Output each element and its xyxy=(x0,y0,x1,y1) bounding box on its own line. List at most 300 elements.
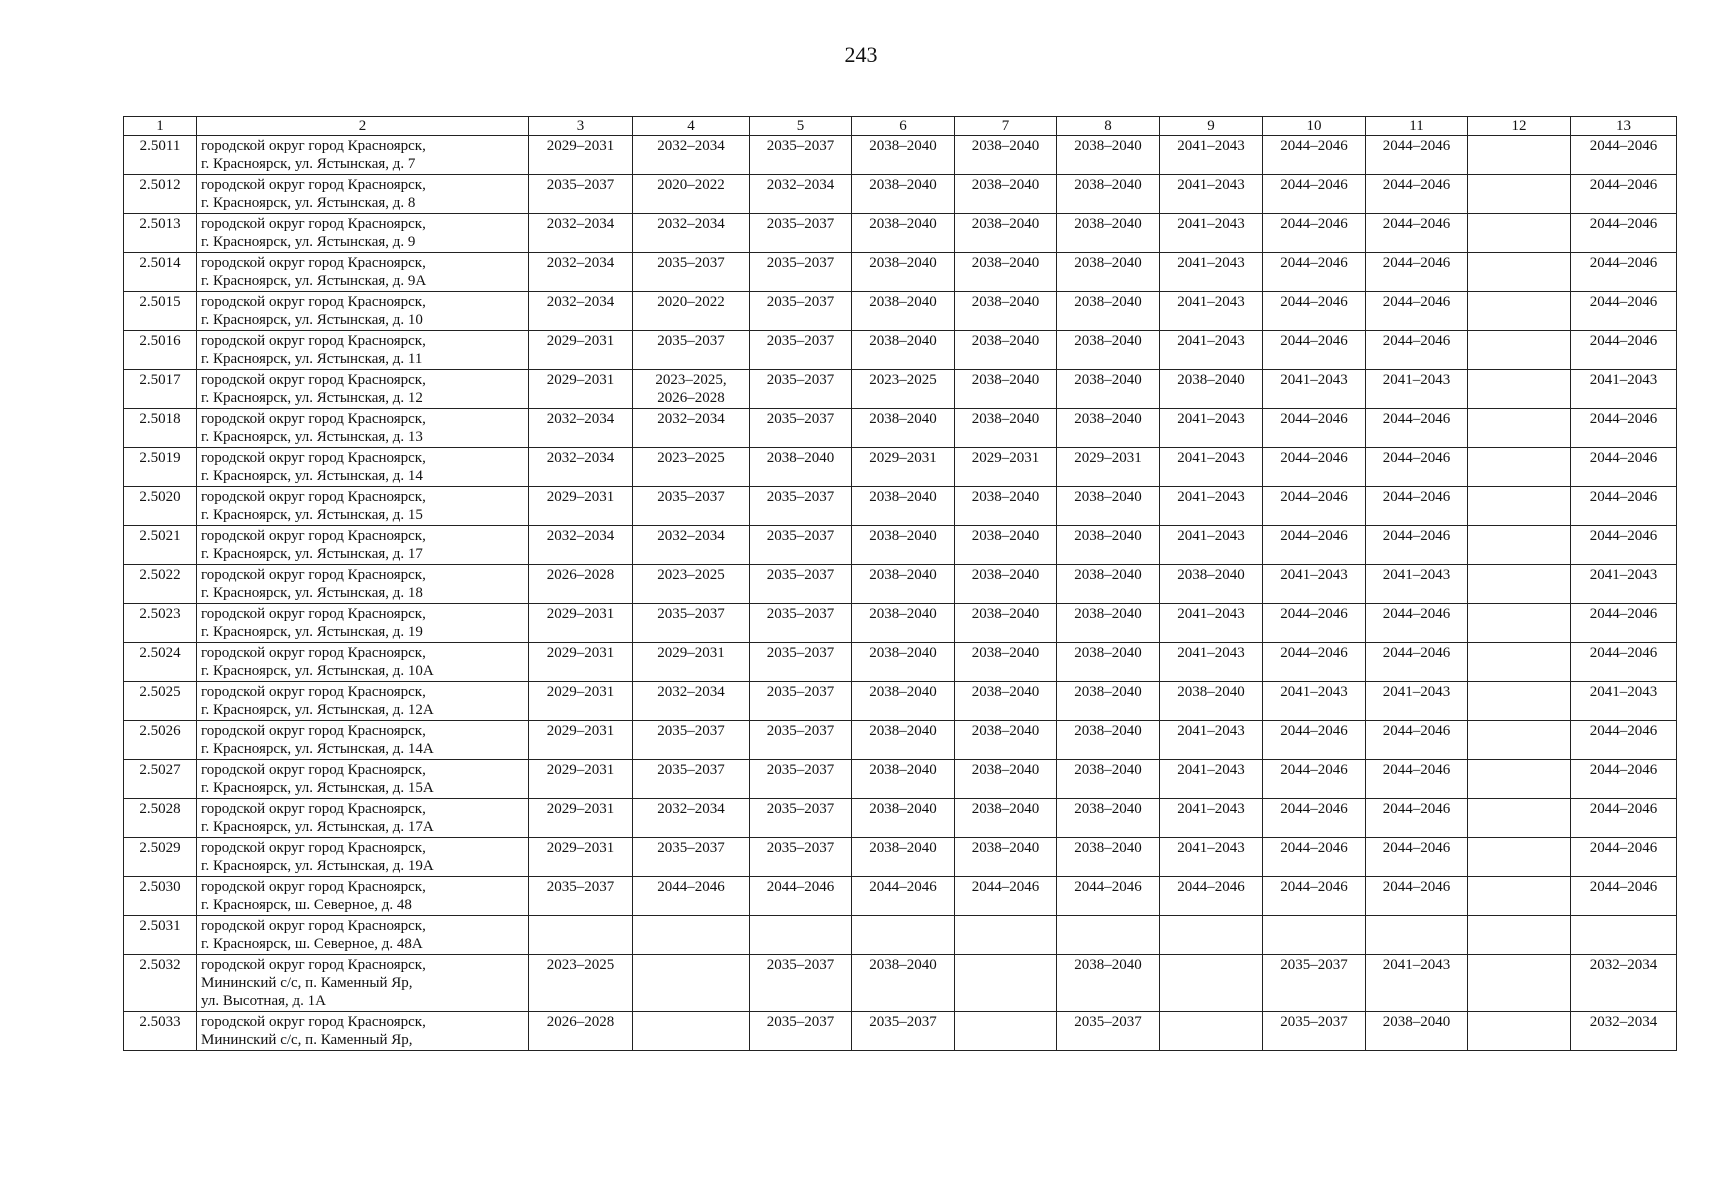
address-line: г. Красноярск, ул. Ястынская, д. 12А xyxy=(201,702,434,718)
period-cell: 2044–2046 xyxy=(1263,604,1366,643)
period-cell: 2020–2022 xyxy=(633,292,750,331)
period-cell: 2038–2040 xyxy=(750,448,852,487)
period-cell: 2044–2046 xyxy=(1571,409,1677,448)
address-line: городской округ город Красноярск, xyxy=(201,177,426,193)
period-cell: 2041–2043 xyxy=(1571,565,1677,604)
period-cell: 2041–2043 xyxy=(1571,682,1677,721)
period-cell: 2044–2046 xyxy=(1571,448,1677,487)
period-cell: 2035–2037 xyxy=(633,721,750,760)
address-line: г. Красноярск, ул. Ястынская, д. 15 xyxy=(201,507,423,523)
period-cell: 2041–2043 xyxy=(1160,643,1263,682)
period-cell: 2032–2034 xyxy=(750,175,852,214)
row-number: 2.5015 xyxy=(124,292,197,331)
period-cell: 2044–2046 xyxy=(1366,604,1468,643)
period-cell xyxy=(1468,916,1571,955)
period-cell: 2044–2046 xyxy=(1366,448,1468,487)
period-cell: 2038–2040 xyxy=(1057,643,1160,682)
period-cell xyxy=(1468,721,1571,760)
row-number: 2.5019 xyxy=(124,448,197,487)
period-cell xyxy=(1468,799,1571,838)
address-line: городской округ город Красноярск, xyxy=(201,879,426,895)
period-cell: 2038–2040 xyxy=(955,409,1057,448)
table-row xyxy=(124,253,1677,292)
period-cell: 2044–2046 xyxy=(1263,136,1366,175)
address-line: городской округ город Красноярск, xyxy=(201,684,426,700)
period-cell: 2041–2043 xyxy=(1160,838,1263,877)
period-cell: 2044–2046 xyxy=(1571,643,1677,682)
address-cell xyxy=(197,916,529,955)
address-line: городской округ город Красноярск, xyxy=(201,801,426,817)
address-line: г. Красноярск, ул. Ястынская, д. 17А xyxy=(201,819,434,835)
address-line: г. Красноярск, ул. Ястынская, д. 17 xyxy=(201,546,423,562)
row-number: 2.5021 xyxy=(124,526,197,565)
period-cell: 2038–2040 xyxy=(955,760,1057,799)
column-header: 9 xyxy=(1160,117,1263,136)
period-cell xyxy=(1468,370,1571,409)
row-number: 2.5032 xyxy=(124,955,197,1012)
row-number: 2.5023 xyxy=(124,604,197,643)
period-cell: 2035–2037 xyxy=(750,1012,852,1051)
period-cell: 2044–2046 xyxy=(1366,838,1468,877)
table-row xyxy=(124,877,1677,916)
column-header: 4 xyxy=(633,117,750,136)
address-line: г. Красноярск, ул. Ястынская, д. 9 xyxy=(201,234,416,250)
address-line: городской округ город Красноярск, xyxy=(201,528,426,544)
period-cell: 2044–2046 xyxy=(852,877,955,916)
period-cell: 2035–2037 xyxy=(529,175,633,214)
row-number: 2.5024 xyxy=(124,643,197,682)
column-header: 6 xyxy=(852,117,955,136)
period-cell xyxy=(1468,175,1571,214)
table-row xyxy=(124,175,1677,214)
period-cell: 2038–2040 xyxy=(1160,370,1263,409)
period-cell: 2035–2037 xyxy=(1057,1012,1160,1051)
row-number: 2.5012 xyxy=(124,175,197,214)
period-cell: 2035–2037 xyxy=(750,214,852,253)
column-header: 7 xyxy=(955,117,1057,136)
table-body xyxy=(124,136,1677,1051)
schedule-table xyxy=(123,116,1677,1051)
address-line: городской округ город Красноярск, xyxy=(201,450,426,466)
period-cell: 2032–2034 xyxy=(633,799,750,838)
address-cell xyxy=(197,877,529,916)
period-cell: 2044–2046 xyxy=(1160,877,1263,916)
period-cell: 2038–2040 xyxy=(955,136,1057,175)
table-row xyxy=(124,292,1677,331)
period-cell: 2038–2040 xyxy=(852,487,955,526)
period-cell: 2044–2046 xyxy=(1571,253,1677,292)
period-cell: 2044–2046 xyxy=(1263,760,1366,799)
period-cell: 2038–2040 xyxy=(1057,253,1160,292)
period-cell: 2044–2046 xyxy=(955,877,1057,916)
address-cell xyxy=(197,175,529,214)
period-cell: 2038–2040 xyxy=(955,487,1057,526)
period-cell: 2038–2040 xyxy=(955,682,1057,721)
period-cell: 2041–2043 xyxy=(1160,292,1263,331)
period-cell xyxy=(1468,136,1571,175)
period-cell xyxy=(1468,682,1571,721)
address-line: г. Красноярск, ул. Ястынская, д. 14 xyxy=(201,468,423,484)
period-cell xyxy=(1468,487,1571,526)
period-cell: 2038–2040 xyxy=(1057,838,1160,877)
period-cell: 2029–2031 xyxy=(529,721,633,760)
period-cell: 2035–2037 xyxy=(633,838,750,877)
period-cell: 2035–2037 xyxy=(750,370,852,409)
period-cell: 2029–2031 xyxy=(529,370,633,409)
period-cell: 2038–2040 xyxy=(852,838,955,877)
period-cell: 2038–2040 xyxy=(852,253,955,292)
address-line: городской округ город Красноярск, xyxy=(201,411,426,427)
table-row xyxy=(124,214,1677,253)
address-cell xyxy=(197,682,529,721)
period-cell xyxy=(633,955,750,1012)
period-cell: 2044–2046 xyxy=(1571,487,1677,526)
period-cell xyxy=(633,916,750,955)
period-cell: 2041–2043 xyxy=(1263,370,1366,409)
column-header: 11 xyxy=(1366,117,1468,136)
period-cell: 2044–2046 xyxy=(1571,331,1677,370)
period-cell: 2041–2043 xyxy=(1160,604,1263,643)
table-row xyxy=(124,331,1677,370)
address-line: Мининский с/с, п. Каменный Яр, xyxy=(201,1032,413,1048)
period-cell: 2023–2025 xyxy=(529,955,633,1012)
period-cell: 2044–2046 xyxy=(1366,331,1468,370)
period-cell xyxy=(1160,955,1263,1012)
address-cell xyxy=(197,526,529,565)
period-cell: 2029–2031 xyxy=(529,760,633,799)
address-cell xyxy=(197,331,529,370)
address-cell xyxy=(197,487,529,526)
period-cell: 2035–2037 xyxy=(633,331,750,370)
row-number: 2.5022 xyxy=(124,565,197,604)
period-cell xyxy=(955,916,1057,955)
period-cell: 2029–2031 xyxy=(529,331,633,370)
period-cell: 2035–2037 xyxy=(633,604,750,643)
period-cell: 2023–2025 xyxy=(633,565,750,604)
period-cell: 2044–2046 xyxy=(1366,136,1468,175)
address-line: городской округ город Красноярск, xyxy=(201,333,426,349)
period-cell: 2044–2046 xyxy=(1263,331,1366,370)
table-row xyxy=(124,409,1677,448)
row-number: 2.5031 xyxy=(124,916,197,955)
period-cell: 2032–2034 xyxy=(633,682,750,721)
period-cell: 2038–2040 xyxy=(1057,136,1160,175)
period-cell: 2029–2031 xyxy=(529,682,633,721)
table-row xyxy=(124,565,1677,604)
period-cell: 2032–2034 xyxy=(1571,955,1677,1012)
period-cell: 2029–2031 xyxy=(529,487,633,526)
period-cell: 2044–2046 xyxy=(1366,253,1468,292)
period-cell: 2035–2037 xyxy=(750,487,852,526)
period-cell: 2041–2043 xyxy=(1160,136,1263,175)
period-cell: 2023–2025 xyxy=(633,448,750,487)
period-cell: 2035–2037 xyxy=(1263,1012,1366,1051)
period-cell: 2038–2040 xyxy=(852,955,955,1012)
period-cell xyxy=(1468,955,1571,1012)
period-cell: 2038–2040 xyxy=(1057,487,1160,526)
period-cell: 2038–2040 xyxy=(955,331,1057,370)
period-cell: 2044–2046 xyxy=(1571,136,1677,175)
period-cell: 2044–2046 xyxy=(1571,721,1677,760)
period-cell xyxy=(1468,604,1571,643)
period-cell: 2044–2046 xyxy=(1571,292,1677,331)
address-cell xyxy=(197,409,529,448)
period-cell: 2038–2040 xyxy=(852,721,955,760)
period-cell: 2038–2040 xyxy=(1057,409,1160,448)
period-cell: 2041–2043 xyxy=(1160,526,1263,565)
address-cell xyxy=(197,604,529,643)
period-cell: 2044–2046 xyxy=(1263,214,1366,253)
row-number: 2.5013 xyxy=(124,214,197,253)
period-cell xyxy=(1468,526,1571,565)
address-line: городской округ город Красноярск, xyxy=(201,294,426,310)
period-cell: 2044–2046 xyxy=(1263,799,1366,838)
period-cell: 2044–2046 xyxy=(1263,487,1366,526)
period-cell: 2032–2034 xyxy=(529,253,633,292)
address-line: городской округ город Красноярск, xyxy=(201,1014,426,1030)
period-cell: 2041–2043 xyxy=(1366,955,1468,1012)
period-cell: 2038–2040 xyxy=(955,526,1057,565)
period-cell: 2041–2043 xyxy=(1160,448,1263,487)
period-cell: 2038–2040 xyxy=(1057,604,1160,643)
period-cell: 2044–2046 xyxy=(1263,526,1366,565)
row-number: 2.5033 xyxy=(124,1012,197,1051)
period-cell: 2041–2043 xyxy=(1160,253,1263,292)
table-row xyxy=(124,682,1677,721)
period-cell: 2044–2046 xyxy=(1571,838,1677,877)
period-cell xyxy=(1468,214,1571,253)
period-cell: 2038–2040 xyxy=(955,799,1057,838)
period-cell: 2041–2043 xyxy=(1160,721,1263,760)
period-cell: 2044–2046 xyxy=(1366,175,1468,214)
period-cell: 2038–2040 xyxy=(852,526,955,565)
address-cell xyxy=(197,565,529,604)
period-cell: 2038–2040 xyxy=(1057,682,1160,721)
period-cell xyxy=(1160,916,1263,955)
period-cell: 2044–2046 xyxy=(1263,253,1366,292)
period-cell: 2044–2046 xyxy=(1263,877,1366,916)
period-cell: 2035–2037 xyxy=(750,292,852,331)
period-cell: 2029–2031 xyxy=(529,643,633,682)
table-row xyxy=(124,604,1677,643)
period-cell: 2038–2040 xyxy=(955,604,1057,643)
period-cell: 2038–2040 xyxy=(852,331,955,370)
period-cell xyxy=(1057,916,1160,955)
row-number: 2.5017 xyxy=(124,370,197,409)
period-cell: 2041–2043 xyxy=(1160,331,1263,370)
period-cell: 2044–2046 xyxy=(1366,877,1468,916)
address-line: г. Красноярск, ш. Северное, д. 48 xyxy=(201,897,412,913)
period-cell xyxy=(1468,1012,1571,1051)
table-row xyxy=(124,721,1677,760)
row-number: 2.5026 xyxy=(124,721,197,760)
column-header: 8 xyxy=(1057,117,1160,136)
period-cell xyxy=(750,916,852,955)
table-row xyxy=(124,760,1677,799)
period-cell: 2041–2043 xyxy=(1160,799,1263,838)
period-cell: 2038–2040 xyxy=(955,253,1057,292)
period-cell: 2038–2040 xyxy=(1057,721,1160,760)
page-number: 243 xyxy=(844,42,878,67)
period-cell xyxy=(955,955,1057,1012)
period-cell: 2035–2037 xyxy=(750,136,852,175)
period-cell: 2038–2040 xyxy=(1057,760,1160,799)
address-line: городской округ город Красноярск, xyxy=(201,489,426,505)
table-row xyxy=(124,136,1677,175)
table-row xyxy=(124,487,1677,526)
period-cell: 2038–2040 xyxy=(955,214,1057,253)
period-cell xyxy=(1468,760,1571,799)
period-cell xyxy=(1468,565,1571,604)
address-line: городской округ город Красноярск, xyxy=(201,255,426,271)
period-cell: 2038–2040 xyxy=(955,838,1057,877)
address-cell xyxy=(197,1012,529,1051)
row-number: 2.5027 xyxy=(124,760,197,799)
period-cell: 2032–2034 xyxy=(633,214,750,253)
address-line: городской округ город Красноярск, xyxy=(201,762,426,778)
address-line: г. Красноярск, ул. Ястынская, д. 15А xyxy=(201,780,434,796)
address-line: г. Красноярск, ул. Ястынская, д. 10А xyxy=(201,663,434,679)
table-row xyxy=(124,448,1677,487)
period-cell: 2044–2046 xyxy=(1571,526,1677,565)
period-cell: 2044–2046 xyxy=(1263,175,1366,214)
period-cell: 2035–2037 xyxy=(633,760,750,799)
period-cell: 2029–2031 xyxy=(529,604,633,643)
column-header: 13 xyxy=(1571,117,1677,136)
period-cell xyxy=(1468,877,1571,916)
period-cell: 2038–2040 xyxy=(1057,526,1160,565)
address-cell xyxy=(197,799,529,838)
period-cell xyxy=(1468,331,1571,370)
period-cell xyxy=(1571,916,1677,955)
address-line: г. Красноярск, ул. Ястынская, д. 12 xyxy=(201,390,423,406)
period-cell: 2044–2046 xyxy=(1366,292,1468,331)
period-cell: 2038–2040 xyxy=(852,175,955,214)
table-row xyxy=(124,838,1677,877)
period-cell: 2044–2046 xyxy=(1366,760,1468,799)
period-cell: 2038–2040 xyxy=(955,175,1057,214)
address-line: городской округ город Красноярск, xyxy=(201,918,426,934)
address-line: городской округ город Красноярск, xyxy=(201,567,426,583)
period-cell xyxy=(1263,916,1366,955)
address-line: г. Красноярск, ул. Ястынская, д. 14А xyxy=(201,741,434,757)
address-line: ул. Высотная, д. 1А xyxy=(201,993,326,1009)
column-header: 5 xyxy=(750,117,852,136)
period-cell: 2029–2031 xyxy=(529,136,633,175)
period-cell: 2041–2043 xyxy=(1160,760,1263,799)
period-cell: 2038–2040 xyxy=(852,136,955,175)
period-cell: 2035–2037 xyxy=(750,604,852,643)
period-cell: 2038–2040 xyxy=(1057,955,1160,1012)
period-cell: 2044–2046 xyxy=(1366,214,1468,253)
period-cell xyxy=(1468,292,1571,331)
address-cell xyxy=(197,721,529,760)
address-cell xyxy=(197,136,529,175)
period-cell: 2038–2040 xyxy=(1366,1012,1468,1051)
period-cell: 2032–2034 xyxy=(529,292,633,331)
period-cell: 2041–2043 xyxy=(1160,175,1263,214)
period-cell: 2044–2046 xyxy=(1571,175,1677,214)
period-cell: 2032–2034 xyxy=(529,448,633,487)
address-cell xyxy=(197,955,529,1012)
address-cell xyxy=(197,448,529,487)
period-cell: 2023–2025 xyxy=(852,370,955,409)
address-line: городской округ город Красноярск, xyxy=(201,957,426,973)
address-cell xyxy=(197,214,529,253)
row-number: 2.5011 xyxy=(124,136,197,175)
period-cell: 2044–2046 xyxy=(1571,214,1677,253)
period-cell: 2041–2043 xyxy=(1366,682,1468,721)
address-cell xyxy=(197,370,529,409)
period-cell: 2029–2031 xyxy=(633,643,750,682)
period-cell: 2038–2040 xyxy=(852,214,955,253)
period-cell: 2035–2037 xyxy=(750,799,852,838)
period-cell: 2041–2043 xyxy=(1263,565,1366,604)
address-line: городской округ город Красноярск, xyxy=(201,723,426,739)
period-cell: 2032–2034 xyxy=(529,526,633,565)
address-cell xyxy=(197,838,529,877)
address-line: г. Красноярск, ул. Ястынская, д. 11 xyxy=(201,351,423,367)
address-cell xyxy=(197,643,529,682)
period-cell: 2038–2040 xyxy=(1057,565,1160,604)
period-cell: 2041–2043 xyxy=(1366,565,1468,604)
period-cell: 2044–2046 xyxy=(1263,292,1366,331)
period-cell: 2044–2046 xyxy=(1366,409,1468,448)
address-line: г. Красноярск, ул. Ястынская, д. 7 xyxy=(201,156,416,172)
column-header: 10 xyxy=(1263,117,1366,136)
row-number: 2.5029 xyxy=(124,838,197,877)
period-cell: 2035–2037 xyxy=(750,643,852,682)
period-cell: 2044–2046 xyxy=(1366,799,1468,838)
period-cell: 2032–2034 xyxy=(633,409,750,448)
period-cell: 2035–2037 xyxy=(1263,955,1366,1012)
address-line: городской округ город Красноярск, xyxy=(201,138,426,154)
row-number: 2.5014 xyxy=(124,253,197,292)
address-line: Мининский с/с, п. Каменный Яр, xyxy=(201,975,413,991)
address-line: городской округ город Красноярск, xyxy=(201,606,426,622)
period-cell: 2038–2040 xyxy=(852,760,955,799)
period-cell: 2038–2040 xyxy=(1057,175,1160,214)
period-cell: 2038–2040 xyxy=(1057,799,1160,838)
period-cell: 2044–2046 xyxy=(1571,760,1677,799)
address-line: г. Красноярск, ул. Ястынская, д. 19А xyxy=(201,858,434,874)
period-cell: 2035–2037 xyxy=(750,760,852,799)
period-cell: 2038–2040 xyxy=(852,799,955,838)
period-cell: 2044–2046 xyxy=(1263,838,1366,877)
column-header: 3 xyxy=(529,117,633,136)
address-line: г. Красноярск, ул. Ястынская, д. 9А xyxy=(201,273,427,289)
period-cell: 2044–2046 xyxy=(1263,643,1366,682)
period-cell: 2035–2037 xyxy=(633,487,750,526)
period-cell: 2026–2028 xyxy=(529,565,633,604)
period-cell: 2035–2037 xyxy=(750,565,852,604)
period-cell: 2038–2040 xyxy=(852,565,955,604)
period-cell: 2044–2046 xyxy=(1366,487,1468,526)
address-cell xyxy=(197,292,529,331)
period-cell: 2029–2031 xyxy=(852,448,955,487)
period-cell: 2044–2046 xyxy=(1571,799,1677,838)
period-cell: 2032–2034 xyxy=(633,136,750,175)
period-cell xyxy=(955,1012,1057,1051)
period-cell: 2038–2040 xyxy=(955,643,1057,682)
period-cell: 2035–2037 xyxy=(750,838,852,877)
period-cell: 2038–2040 xyxy=(1057,292,1160,331)
period-cell: 2044–2046 xyxy=(750,877,852,916)
period-cell: 2038–2040 xyxy=(852,409,955,448)
address-line: г. Красноярск, ул. Ястынская, д. 19 xyxy=(201,624,423,640)
period-cell: 2044–2046 xyxy=(1571,604,1677,643)
row-number: 2.5020 xyxy=(124,487,197,526)
